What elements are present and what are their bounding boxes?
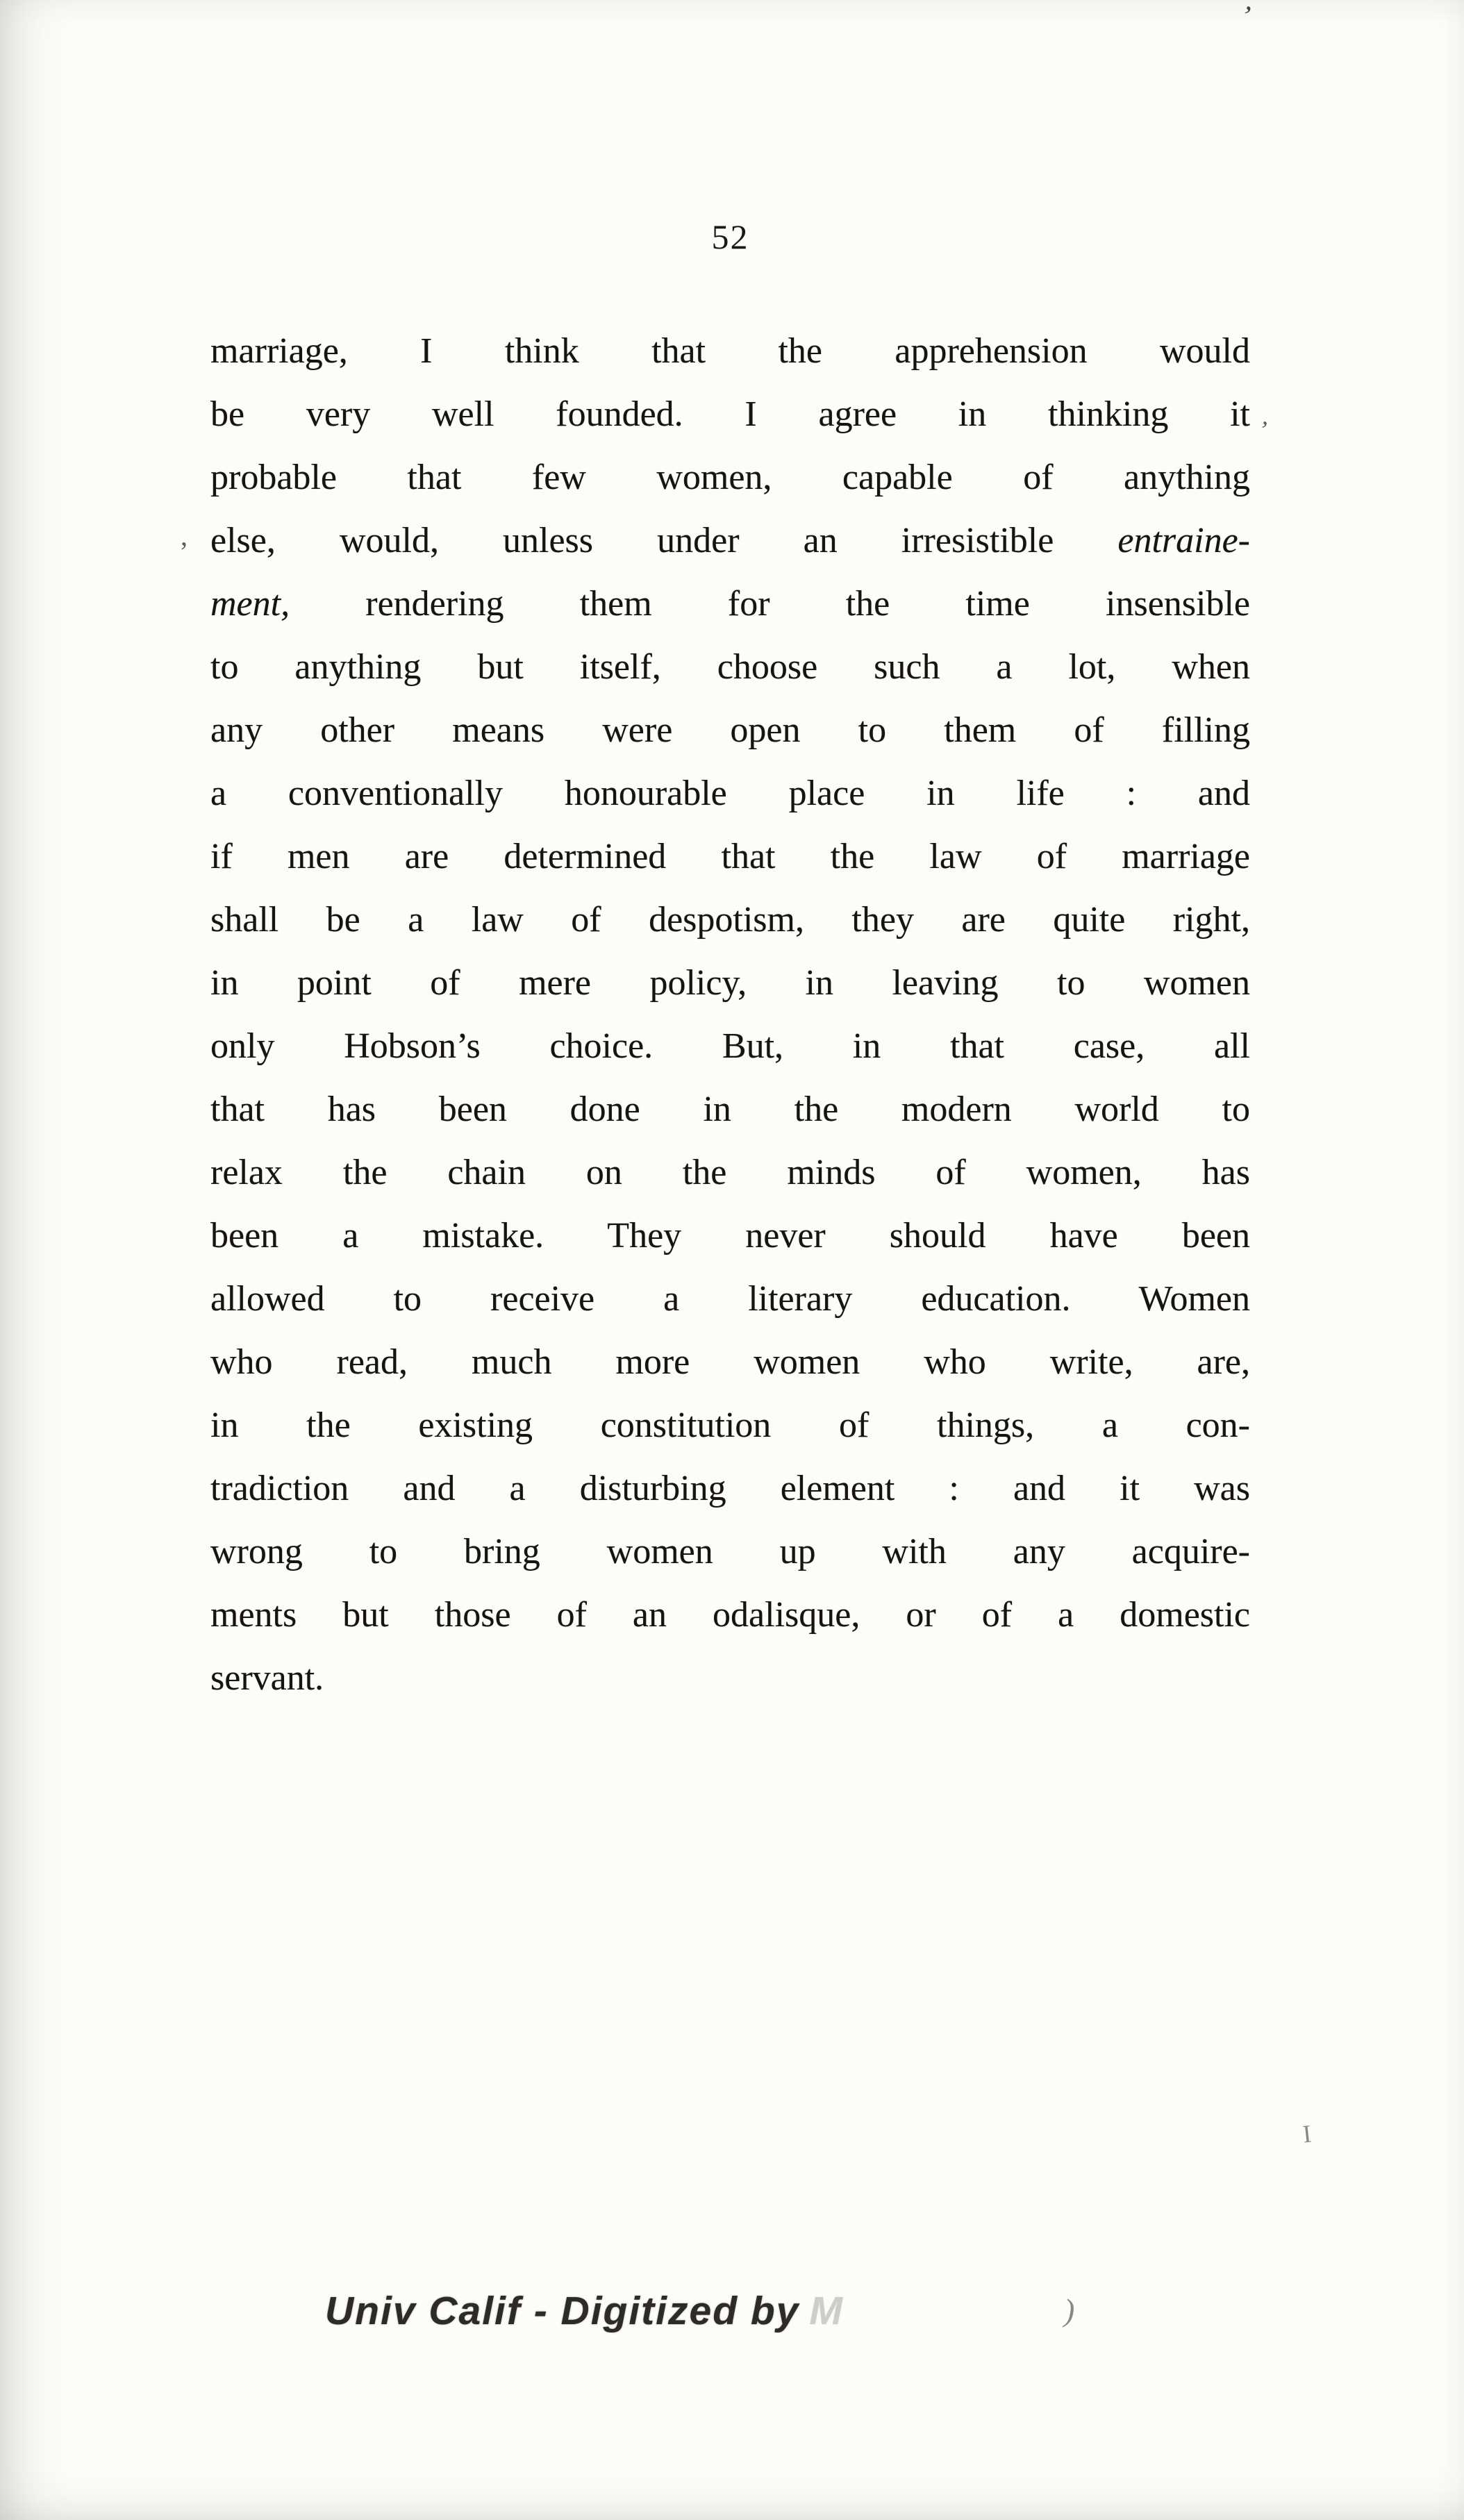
text-line bbox=[210, 1015, 1250, 1078]
text-line bbox=[210, 1141, 1250, 1204]
text-segment: else, would, unless under an irresistible bbox=[210, 521, 1118, 560]
text-line bbox=[210, 825, 1250, 888]
text-line bbox=[210, 951, 1250, 1015]
text-segment: marriage, I think that the apprehension would bbox=[210, 331, 1250, 371]
text-line bbox=[210, 319, 1250, 383]
text-segment: who read, much more women who write, are, bbox=[210, 1342, 1250, 1382]
text-line bbox=[210, 1520, 1250, 1583]
scan-artifact: ’ bbox=[1258, 415, 1270, 444]
text-segment: rendering them for the time insensible bbox=[290, 584, 1250, 624]
text-segment: shall be a law of despotism, they are quite right, bbox=[210, 900, 1250, 940]
watermark-faded-tail: M bbox=[809, 2289, 849, 2333]
watermark bbox=[325, 2288, 849, 2334]
text-line bbox=[210, 1394, 1250, 1457]
text-segment: probable that few women, capable of anything bbox=[210, 458, 1250, 497]
text-segment: that has been done in the modern world to bbox=[210, 1090, 1250, 1129]
text-line bbox=[210, 762, 1250, 825]
text-line bbox=[210, 699, 1250, 762]
text-line bbox=[210, 1267, 1250, 1330]
text-segment: be very well founded. I agree in thinking it bbox=[210, 394, 1250, 434]
text-segment: wrong to bring women up with any acquire- bbox=[210, 1532, 1250, 1571]
text-segment: in point of mere policy, in leaving to women bbox=[210, 963, 1250, 1003]
text-segment-italic: ment, bbox=[210, 584, 290, 624]
page-number: 52 bbox=[711, 217, 749, 256]
text-segment: relax the chain on the minds of women, has bbox=[210, 1153, 1250, 1192]
text-line bbox=[210, 1646, 1250, 1710]
scan-artifact: I bbox=[1301, 2119, 1313, 2148]
text-segment: in the existing constitution of things, a con- bbox=[210, 1405, 1250, 1445]
scan-artifact: ) bbox=[1064, 2292, 1075, 2328]
text-line bbox=[210, 509, 1250, 572]
text-line bbox=[210, 383, 1250, 446]
text-line bbox=[210, 1583, 1250, 1646]
body-text bbox=[210, 319, 1250, 1710]
text-line bbox=[210, 635, 1250, 699]
watermark-text: Univ Calif - Digitized by bbox=[325, 2289, 800, 2333]
text-segment-italic: entraine- bbox=[1117, 521, 1250, 560]
scan-artifact: , bbox=[181, 520, 188, 551]
text-segment: allowed to receive a literary education. Women bbox=[210, 1279, 1250, 1319]
text-segment: servant. bbox=[210, 1658, 324, 1698]
scan-artifact: ’ bbox=[1238, 0, 1255, 33]
text-line bbox=[210, 888, 1250, 951]
text-segment: tradiction and a disturbing element : and it was bbox=[210, 1469, 1250, 1508]
text-segment: ments but those of an odalisque, or of a domestic bbox=[210, 1595, 1250, 1635]
text-line bbox=[210, 1078, 1250, 1141]
text-line bbox=[210, 1457, 1250, 1520]
text-segment: any other means were open to them of filling bbox=[210, 710, 1250, 750]
text-line bbox=[210, 446, 1250, 509]
text-line bbox=[210, 1330, 1250, 1394]
text-segment: if men are determined that the law of marriage bbox=[210, 837, 1250, 876]
text-segment: only Hobson’s choice. But, in that case, all bbox=[210, 1026, 1250, 1066]
text-line bbox=[210, 572, 1250, 635]
text-segment: a conventionally honourable place in life : and bbox=[210, 774, 1250, 813]
text-segment: to anything but itself, choose such a lot, when bbox=[210, 647, 1250, 687]
text-line bbox=[210, 1204, 1250, 1267]
text-segment: been a mistake. They never should have been bbox=[210, 1216, 1250, 1255]
